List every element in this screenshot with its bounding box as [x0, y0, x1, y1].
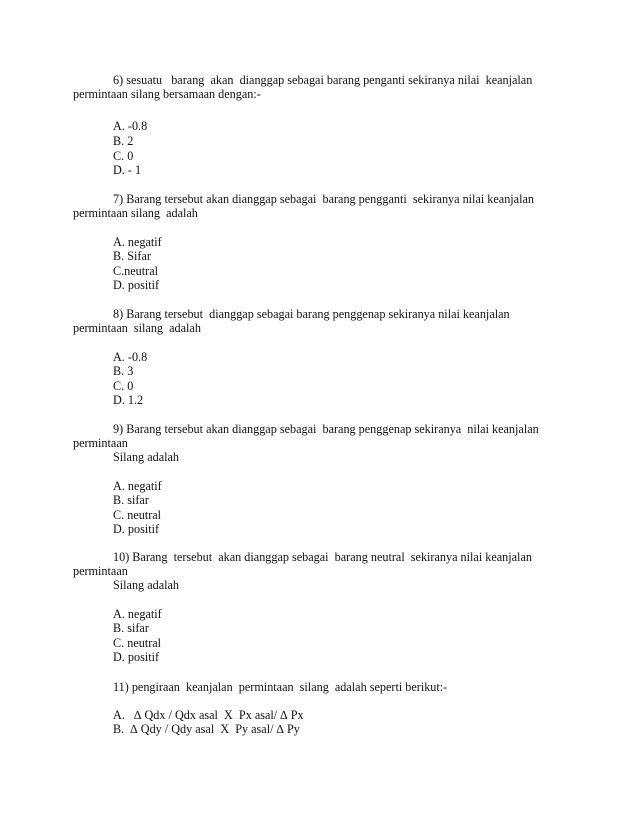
question-9-option-c: C. neutral — [113, 508, 162, 522]
question-11-option-a: A. ∆ Qdx / Qdx asal X Px asal/ ∆ Px — [113, 708, 304, 722]
question-9-option-a: A. negatif — [113, 479, 162, 493]
question-10-text-cont-2: Silang adalah — [113, 578, 179, 592]
question-8-text: 8) Barang tersebut dianggap sebagai barang penggenap sekiranya nilai keanjalan — [113, 307, 510, 321]
question-6-option-a: A. -0.8 — [113, 119, 148, 133]
question-7-option-a: A. negatif — [113, 235, 162, 249]
question-7-text-cont: permintaan silang adalah — [73, 206, 198, 220]
question-7-option-d: D. positif — [113, 278, 160, 292]
question-9-text-cont: permintaan — [73, 436, 128, 450]
question-10-text-cont: permintaan — [73, 564, 128, 578]
question-10-option-d: D. positif — [113, 650, 160, 664]
question-6-text-cont: permintaan silang bersamaan dengan:- — [73, 87, 261, 101]
question-10-text: 10) Barang tersebut akan dianggap sebagai barang neutral sekiranya nilai keanjalan — [113, 550, 532, 564]
question-9-text-cont-2: Silang adalah — [113, 450, 179, 464]
question-8-text-cont: permintaan silang adalah — [73, 321, 201, 335]
question-8-option-a: A. -0.8 — [113, 350, 148, 364]
question-11-text: 11) pengiraan keanjalan permintaan silang adalah seperti berikut:- — [113, 680, 448, 694]
question-9-text: 9) Barang tersebut akan dianggap sebagai barang penggenap sekiranya nilai keanjalan — [113, 422, 539, 436]
question-10-option-a: A. negatif — [113, 607, 162, 621]
question-6-option-b: B. 2 — [113, 134, 134, 148]
question-8-option-c: C. 0 — [113, 379, 134, 393]
question-9-option-b: B. sifar — [113, 493, 149, 507]
question-11-option-b: B. ∆ Qdy / Qdy asal X Py asal/ ∆ Py — [113, 722, 300, 736]
question-8-option-d: D. 1.2 — [113, 393, 144, 407]
question-7-text: 7) Barang tersebut akan dianggap sebagai barang pengganti sekiranya nilai keanjalan — [113, 192, 534, 206]
question-8-option-b: B. 3 — [113, 364, 134, 378]
question-7-option-b: B. Sifar — [113, 249, 151, 263]
question-6-option-c: C. 0 — [113, 149, 134, 163]
question-6-text: 6) sesuatu barang akan dianggap sebagai barang penganti sekiranya nilai keanjalan — [113, 73, 533, 87]
question-6-option-d: D. - 1 — [113, 163, 142, 177]
question-10-option-b: B. sifar — [113, 621, 149, 635]
question-7-option-c: C.neutral — [113, 264, 159, 278]
question-9-option-d: D. positif — [113, 522, 160, 536]
question-10-option-c: C. neutral — [113, 636, 162, 650]
